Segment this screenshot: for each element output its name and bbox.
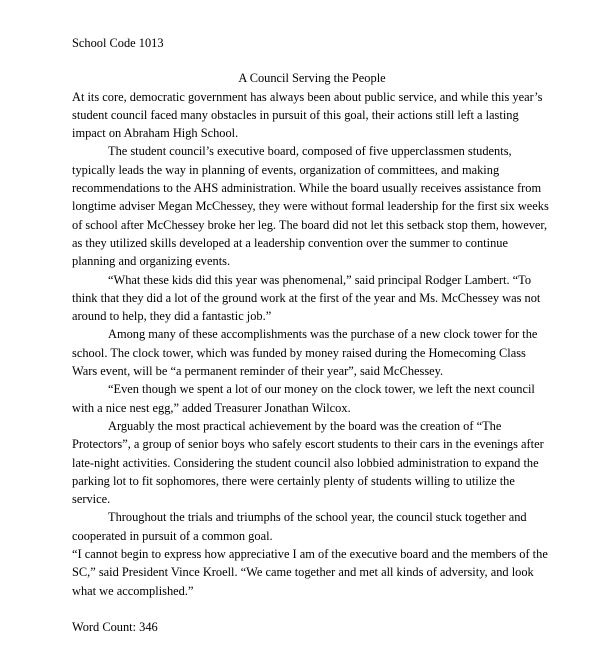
document-page: [72, 34, 552, 649]
paragraph-president-quote: “I cannot begin to express how appreciative I am of the executive board and the members of the SC,” said President Vince Kroell. “We came together and met all kinds of adversity, and look what we accomplished.”: [72, 547, 548, 598]
paragraph-common-goal: Throughout the trials and triumphs of the school year, the council stuck together and cooperated in pursuit of a common goal.: [72, 510, 527, 543]
article-title: A Council Serving the People: [238, 71, 386, 86]
school-code: School Code 1013: [72, 36, 164, 50]
word-count: Word Count: 346: [72, 619, 158, 634]
paragraph-principal-quote: “What these kids did this year was phenomenal,” said principal Rodger Lambert. “To think that they did a lot of the ground work at the first of the year and Ms. McChessey was not around to help, they did a fantastic job.”: [72, 272, 541, 324]
paragraph-executive-board: The student council’s executive board, composed of five upperclassmen students, typically leads the way in planning of events, organization of committees, and making recommendations to the AHS administration. While the board usually receives assistance from longtime adviser Megan McChessey, they were without formal leadership for the first six weeks of school after McChessey broke her leg. The board did not let this setback stop them, however, as they utilized skills developed at a leadership convention over the summer to continue planning and organizing events.: [72, 144, 549, 269]
paragraph-clock-tower: Among many of these accomplishments was the purchase of a new clock tower for the school. The clock tower, which was funded by money raised during the Homecoming Class Wars event, will be “a permanent reminder of their year”, said McChessey.: [72, 327, 538, 379]
paragraph-protectors: Arguably the most practical achievement by the board was the creation of “The Protectors”, a group of senior boys who safely escort students to their cars in the evenings after late-night activities. Considering the student council also lobbied administration to expand the parking lot to fit sophomores, there were certainly plenty of students willing to utilize the service.: [72, 418, 544, 507]
paragraph-treasurer-quote: “Even though we spent a lot of our money on the clock tower, we left the next council with a nice nest egg,” added Treasurer Jonathan Wilcox.: [72, 382, 535, 415]
paragraph-intro: At its core, democratic government has always been about public service, and while this year’s student council faced many obstacles in pursuit of this goal, their actions still left a lasting impact on Abraham High School.: [72, 89, 543, 141]
